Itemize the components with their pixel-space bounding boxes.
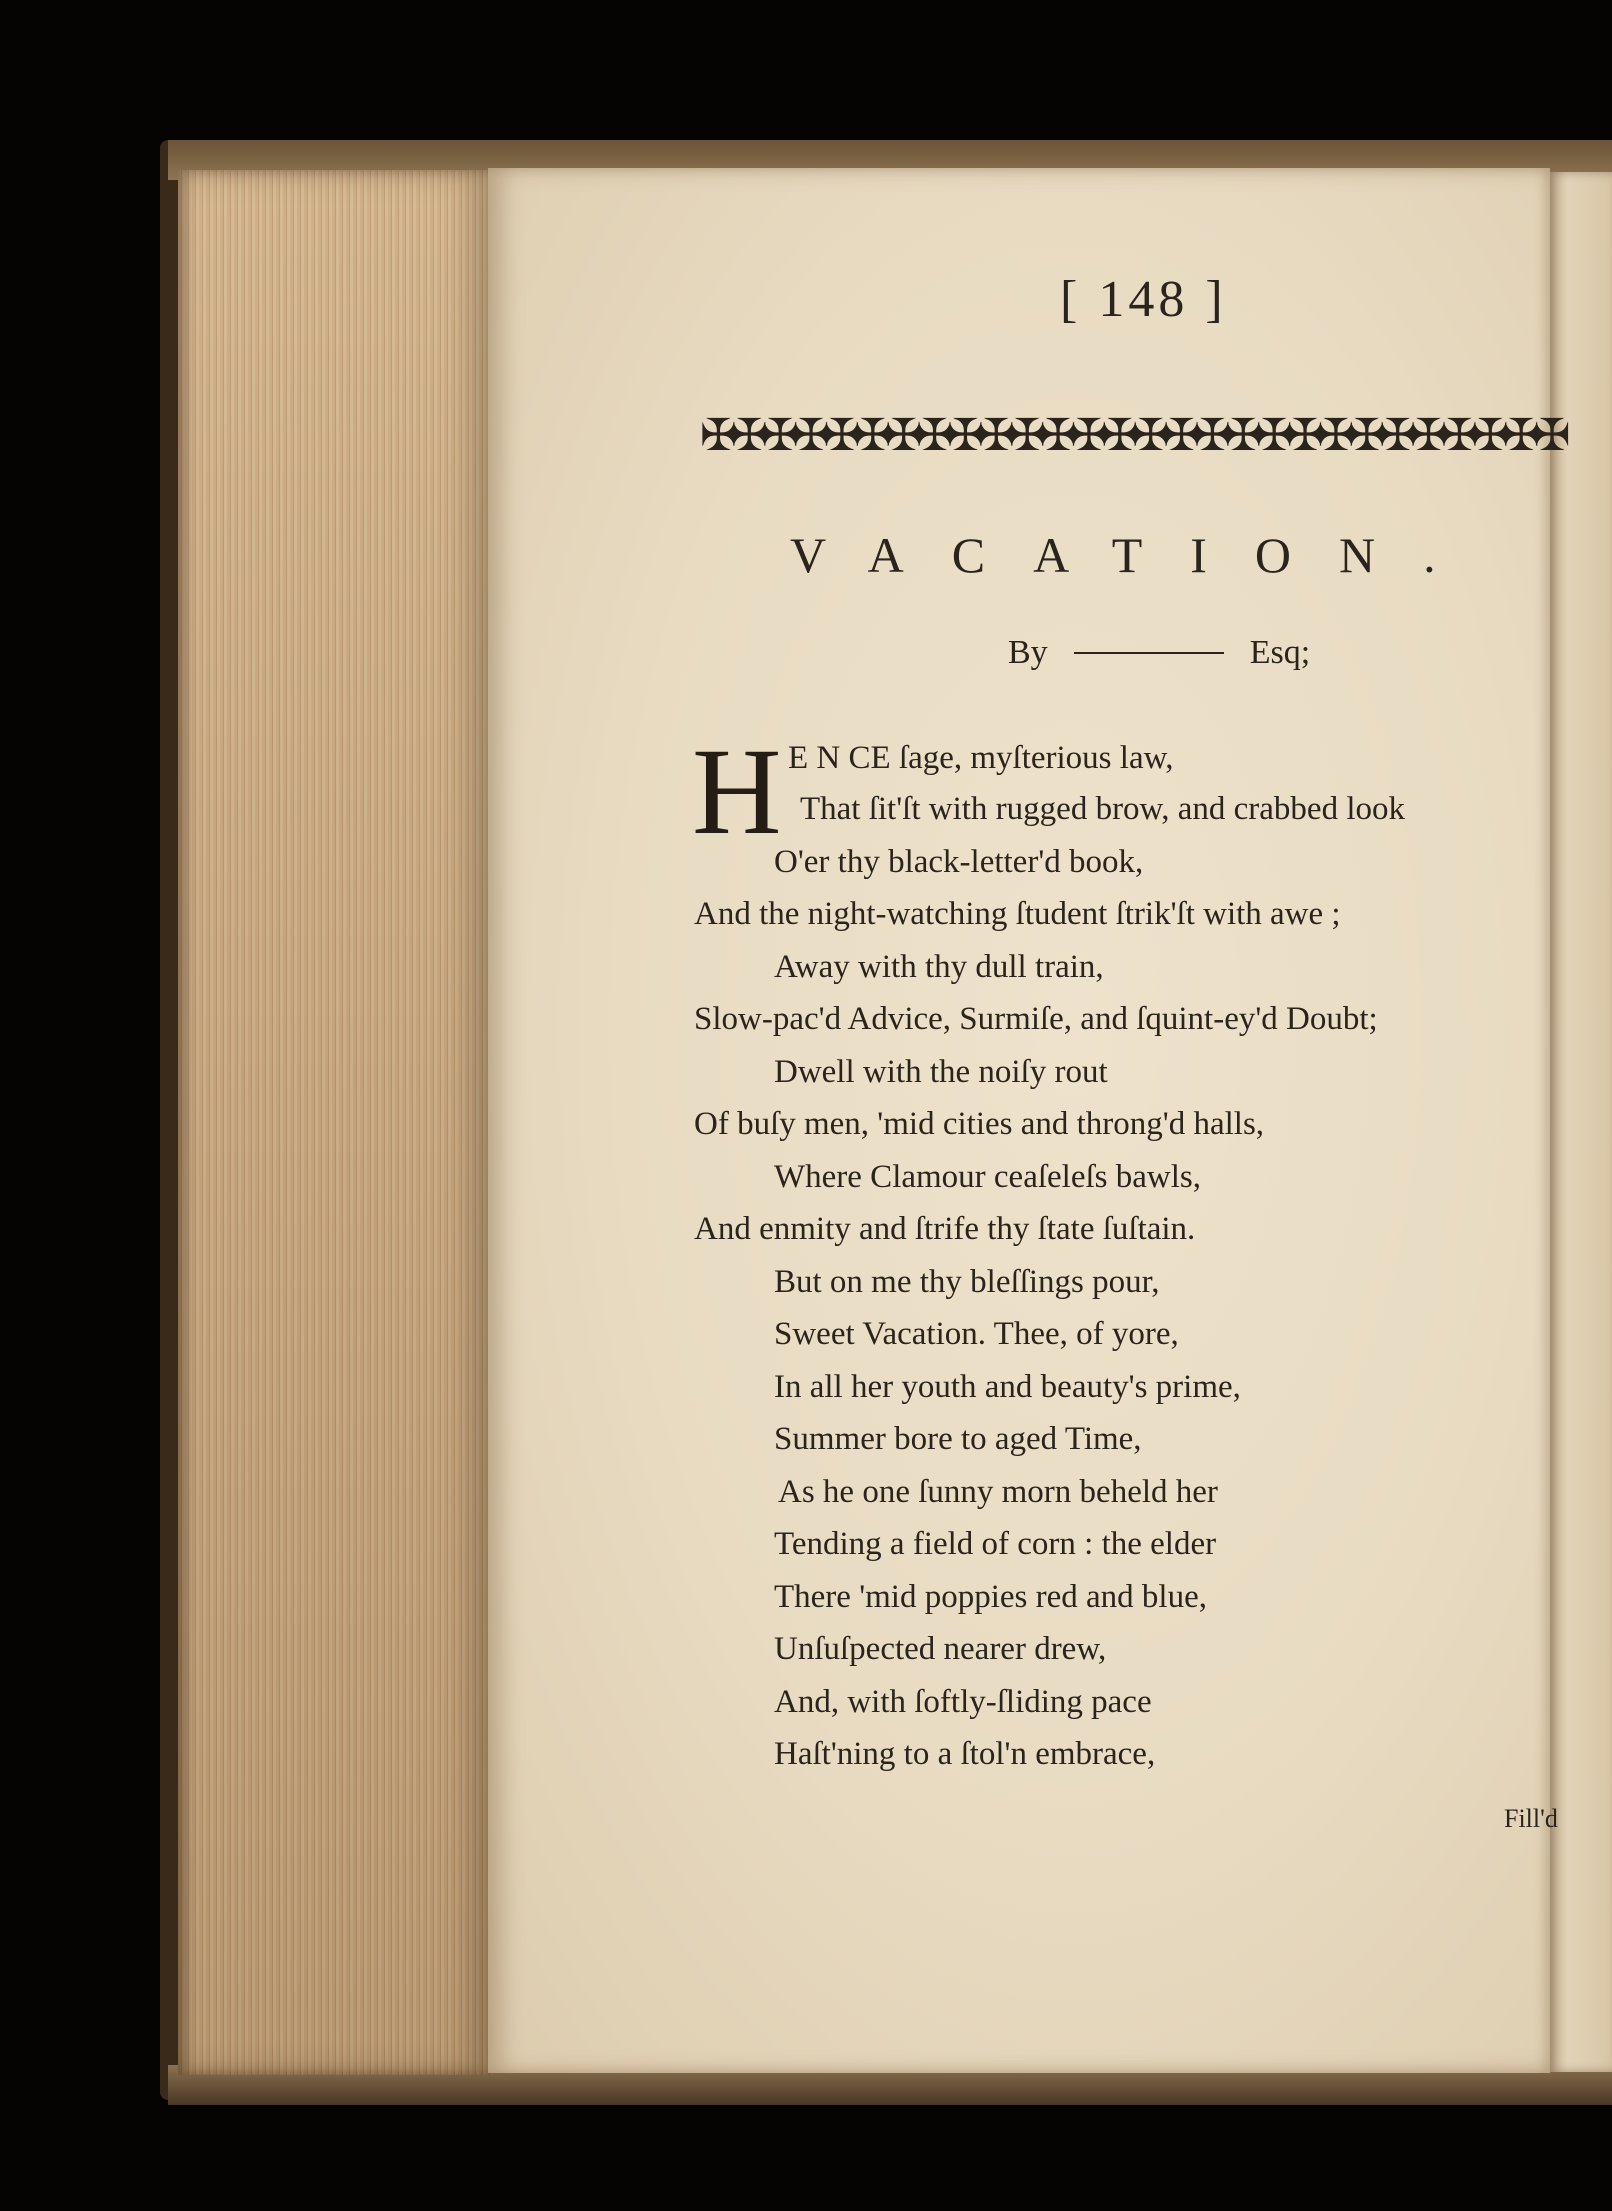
ornament-glyph: ✠ xyxy=(823,410,857,461)
poem-line: Away with thy dull train, xyxy=(774,949,1104,985)
poem-line: There 'mid poppies red and blue, xyxy=(774,1579,1207,1615)
poem-line: Dwell with the noiſy rout xyxy=(774,1054,1108,1090)
poem-line: Slow-pac'd Advice, Surmiſe, and ſquint-ey'd Doubt; xyxy=(694,1001,1378,1037)
ornament-glyph: ✠ xyxy=(1224,410,1258,461)
poem-line: Summer bore to aged Time, xyxy=(774,1421,1142,1457)
ornament-glyph: ✠ xyxy=(1410,410,1443,461)
poem-line: Haſt'ning to a ſtol'n embrace, xyxy=(774,1736,1156,1772)
poem-line: Where Clamour ceaſeleſs bawls, xyxy=(774,1159,1201,1195)
drop-cap: H xyxy=(692,723,782,860)
poem-line: Sweet Vacation. Thee, of yore, xyxy=(774,1316,1179,1352)
ornament-glyph: ✠ xyxy=(977,410,1011,461)
ornament-glyph: ✠ xyxy=(1255,410,1289,461)
page-number: [ 148 ] xyxy=(1060,271,1227,328)
ornament-glyph: ✠ xyxy=(1132,410,1166,461)
poem-line: In all her youth and beauty's prime, xyxy=(774,1369,1241,1405)
poem-title: VACATION. xyxy=(790,527,1484,583)
ornament-glyph: ✠ xyxy=(1286,410,1320,461)
byline-by: By xyxy=(1008,634,1048,671)
ornament-glyph: ✠ xyxy=(1533,410,1567,461)
ornament-glyph: ✠ xyxy=(947,410,980,461)
ornament-glyph: ✠ xyxy=(1502,410,1536,461)
catchword: Fill'd xyxy=(1504,1804,1558,1833)
ornament-glyph: ✠ xyxy=(792,410,826,461)
ornament-glyph: ✠ xyxy=(1163,410,1196,461)
ornament-glyph: ✠ xyxy=(1379,410,1413,461)
ornament-glyph: ✠ xyxy=(1194,410,1227,461)
poem-line: E N CE ſage, myſterious law, xyxy=(788,740,1174,776)
poem-line: Tending a field of corn : the elder xyxy=(774,1526,1217,1562)
ornament-glyph: ✠ xyxy=(854,410,888,461)
ornament-glyph: ✠ xyxy=(1008,410,1042,461)
ornament-glyph: ✠ xyxy=(1317,410,1351,461)
ornament-glyph: ✠ xyxy=(916,410,949,461)
poem-line: And enmity and ſtrife thy ſtate ſuſtain. xyxy=(694,1211,1196,1247)
ornament-glyph: ✠ xyxy=(1039,410,1073,461)
poem-line: O'er thy black-letter'd book, xyxy=(774,844,1144,880)
ornament-glyph: ✠ xyxy=(885,410,919,461)
ornament-glyph: ✠ xyxy=(1348,410,1382,461)
poem-line: Of buſy men, 'mid cities and throng'd halls, xyxy=(694,1106,1265,1142)
ornament-glyph: ✠ xyxy=(761,410,795,461)
poem-line: And, with ſoftly-ſliding pace xyxy=(774,1684,1152,1720)
ornament-glyph: ✠ xyxy=(1101,410,1135,461)
poem-line: But on me thy bleſſings pour, xyxy=(774,1264,1160,1300)
ornament-glyph: ✠ xyxy=(1471,410,1505,461)
byline-esq: Esq; xyxy=(1249,634,1311,671)
poem-line: Unſuſpected nearer drew, xyxy=(774,1631,1107,1667)
poem-line: As he one ſunny morn beheld her xyxy=(778,1474,1218,1510)
poem-line: That ſit'ſt with rugged brow, and crabbed look xyxy=(800,791,1405,827)
ornament-glyph: ✠ xyxy=(700,410,733,461)
ornament-glyph: ✠ xyxy=(1070,410,1104,461)
ornament-glyph: ✠ xyxy=(1441,410,1474,461)
ornament-glyph: ✠ xyxy=(730,410,764,461)
poem-line: And the night-watching ſtudent ſtrik'ſt with awe ; xyxy=(694,896,1341,932)
